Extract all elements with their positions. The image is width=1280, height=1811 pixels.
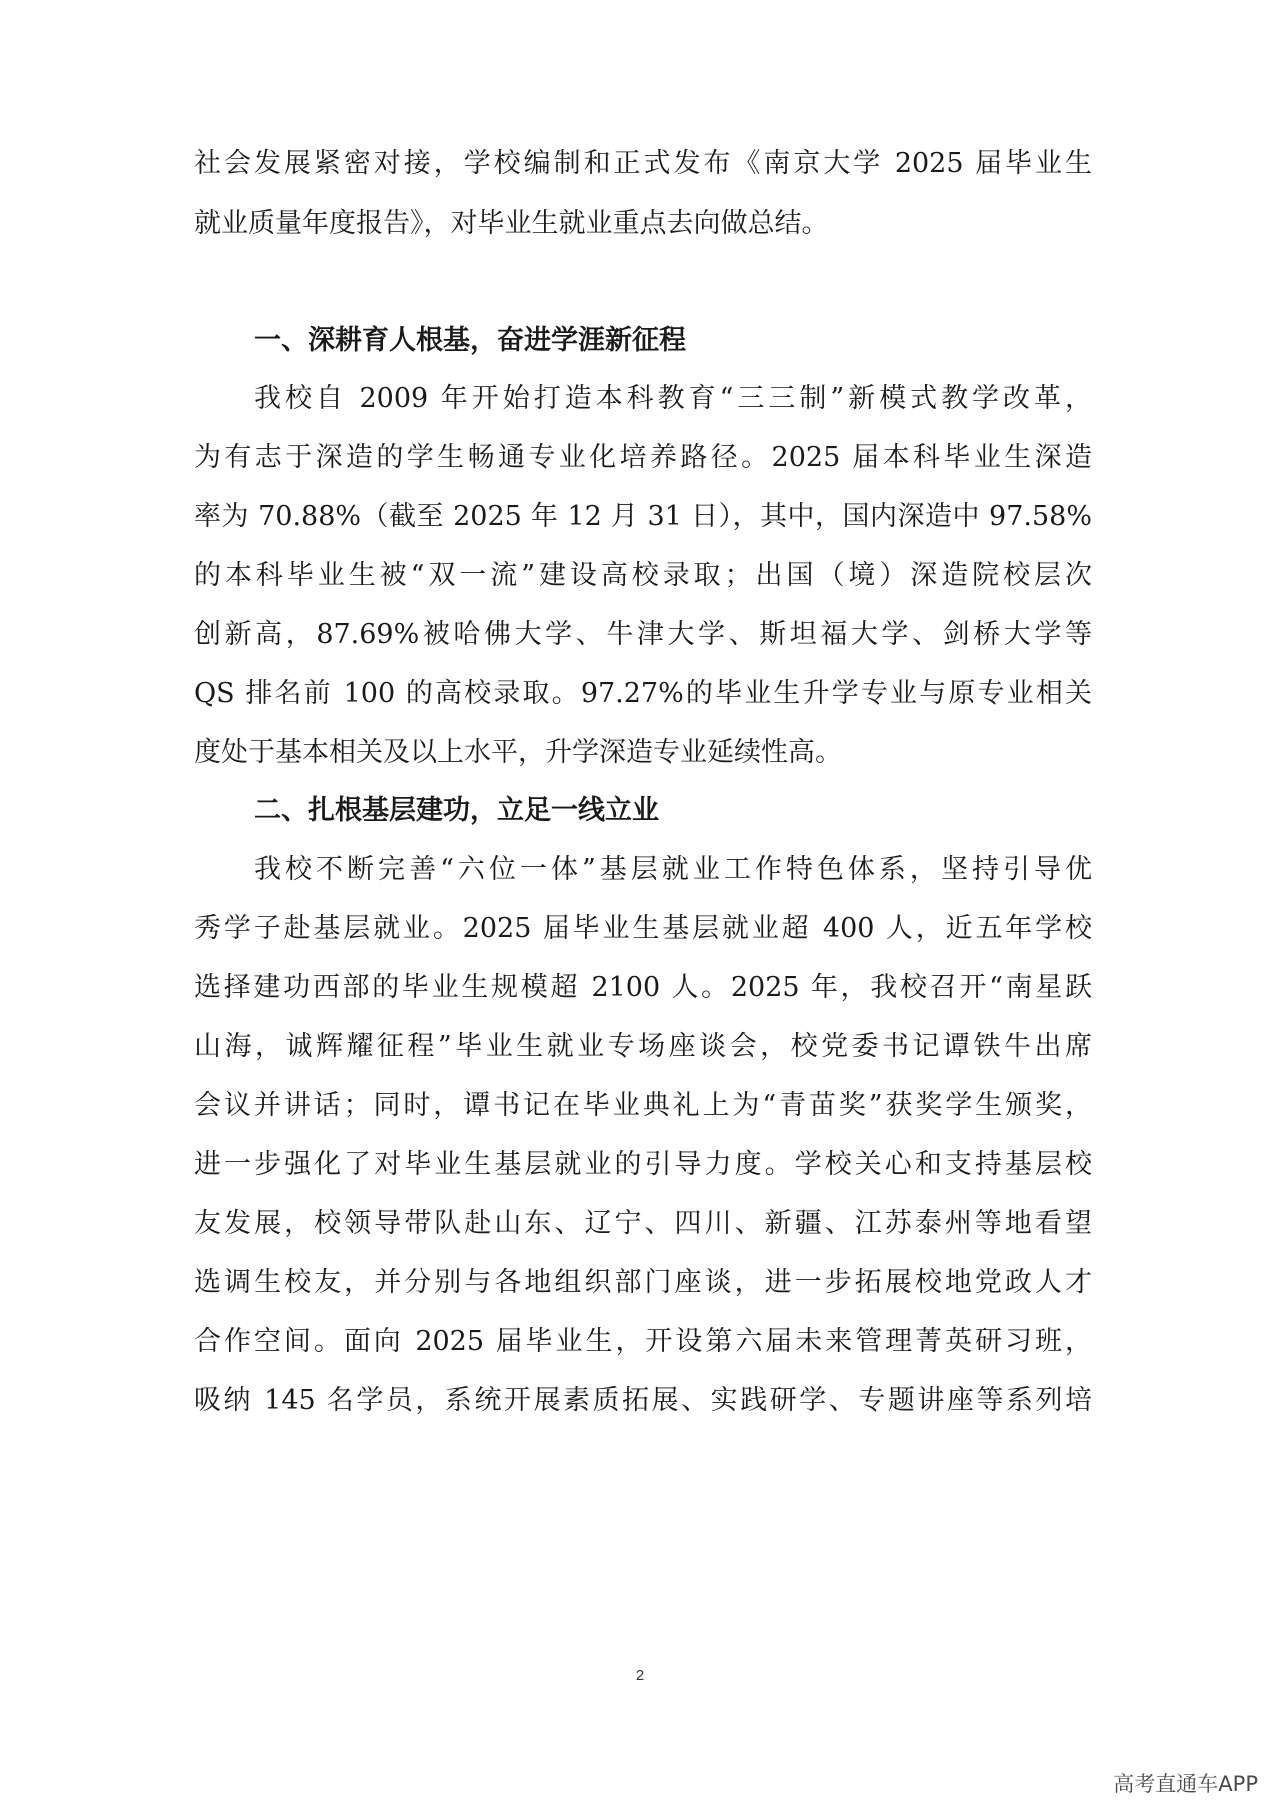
- paragraph-1-line-3: 率为 70.88%（截至 2025 年 12 月 31 日），其中，国内深造中 97.58%: [194, 501, 1092, 532]
- paragraph-2-line-2: 秀学子赴基层就业。2025 届毕业生基层就业超 400 人，近五年学校: [194, 913, 1092, 944]
- section-heading-1: 一、深耕育人根基，奋进学涯新征程: [254, 325, 686, 356]
- paragraph-2-line-10: 吸纳 145 名学员，系统开展素质拓展、实践研学、专题讲座等系列培: [194, 1385, 1092, 1416]
- paragraph-1-line-5: 创新高，87.69%被哈佛大学、牛津大学、斯坦福大学、剑桥大学等: [194, 619, 1092, 650]
- paragraph-2-line-6: 进一步强化了对毕业生基层就业的引导力度。学校关心和支持基层校: [194, 1149, 1092, 1180]
- intro-line-2: 就业质量年度报告》，对毕业生就业重点去向做总结。: [194, 208, 829, 239]
- paragraph-1-line-1: 我校自 2009 年开始打造本科教育“三三制”新模式教学改革，: [254, 383, 1092, 414]
- paragraph-2-line-5: 会议并讲话；同时，谭书记在毕业典礼上为“青苗奖”获奖学生颁奖，: [194, 1090, 1092, 1121]
- paragraph-2-line-7: 友发展，校领导带队赴山东、辽宁、四川、新疆、江苏泰州等地看望: [194, 1208, 1092, 1239]
- paragraph-1-line-7: 度处于基本相关及以上水平，升学深造专业延续性高。: [194, 737, 842, 768]
- app-watermark: 高考直通车APP: [1113, 1772, 1258, 1796]
- paragraph-2-line-3: 选择建功西部的毕业生规模超 2100 人。2025 年，我校召开“南星跃: [194, 972, 1092, 1003]
- intro-line-1: 社会发展紧密对接，学校编制和正式发布《南京大学 2025 届毕业生: [194, 148, 1092, 179]
- section-heading-2: 二、扎根基层建功，立足一线立业: [254, 795, 659, 826]
- paragraph-2-line-4: 山海，诚辉耀征程”毕业生就业专场座谈会，校党委书记谭铁牛出席: [194, 1031, 1092, 1062]
- paragraph-1-line-2: 为有志于深造的学生畅通专业化培养路径。2025 届本科毕业生深造: [194, 442, 1092, 473]
- page-number: 2: [635, 1667, 645, 1684]
- paragraph-2-line-1: 我校不断完善“六位一体”基层就业工作特色体系，坚持引导优: [254, 854, 1092, 885]
- paragraph-1-line-4: 的本科毕业生被“双一流”建设高校录取；出国（境）深造院校层次: [194, 560, 1092, 591]
- paragraph-2-line-8: 选调生校友，并分别与各地组织部门座谈，进一步拓展校地党政人才: [194, 1267, 1092, 1298]
- paragraph-1-line-6: QS 排名前 100 的高校录取。97.27%的毕业生升学专业与原专业相关: [194, 678, 1092, 709]
- paragraph-2-line-9: 合作空间。面向 2025 届毕业生，开设第六届未来管理菁英研习班，: [194, 1326, 1092, 1357]
